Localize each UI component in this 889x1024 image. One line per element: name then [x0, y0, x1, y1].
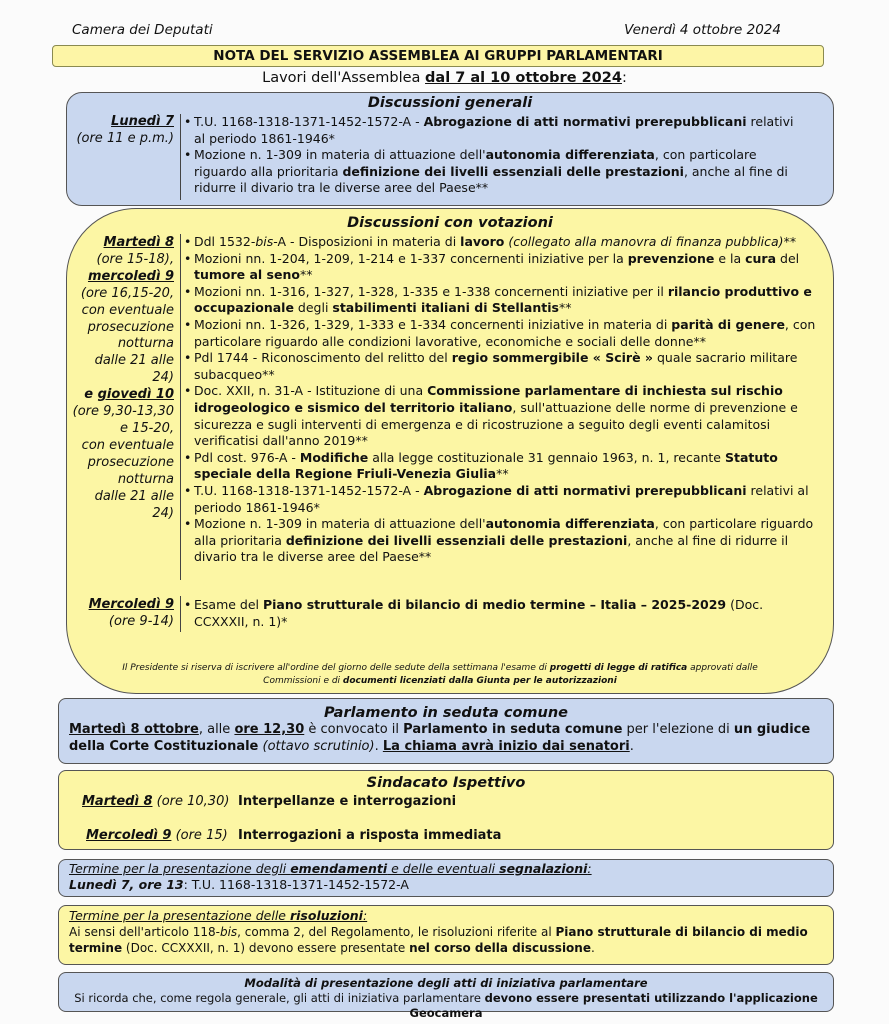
- inspection-text: Interrogazioni a risposta immediata: [238, 828, 502, 843]
- text-run: Si ricorda che, come regola generale, gli atti di iniziativa parlamentare: [74, 991, 485, 1005]
- emphasis-run: devono essere presentati utilizzando l'applicazione Geocamera: [409, 991, 818, 1020]
- emphasis-run: Piano strutturale di bilancio di medio termine: [69, 925, 808, 955]
- text-run: -A - Disposizioni in materia di: [273, 234, 461, 249]
- emphasis-run: Termine per la presentazione degli: [69, 861, 291, 876]
- header-date: Venerdì 4 ottobre 2024: [624, 22, 781, 38]
- agenda-item: [184, 114, 804, 147]
- agenda-item: [184, 251, 816, 284]
- subtitle-dates: dal 7 al 10 ottobre 2024: [425, 70, 622, 86]
- votes-day: mercoledì 9: [87, 268, 174, 284]
- emphasis-run: stabilimenti italiani di Stellantis: [332, 300, 559, 316]
- document-title: NOTA DEL SERVIZIO ASSEMBLEA AI GRUPPI PARLAMENTARI: [52, 45, 824, 67]
- agenda-item: [184, 147, 804, 197]
- wed-items: [184, 597, 816, 630]
- subtitle-prefix: Lavori dell'Assemblea: [262, 70, 426, 86]
- general-time: (ore 11 e p.m.): [76, 130, 174, 146]
- amendments-deadline-box: [58, 859, 834, 897]
- submission-methods-box: [58, 972, 834, 1020]
- header-chamber: Camera dei Deputati: [72, 22, 213, 38]
- text-run: Pdl 1744 - Riconoscimento del relitto del: [194, 350, 452, 366]
- votes-title: Discussioni con votazioni: [347, 215, 553, 231]
- emphasis-run: nel corso della discussione: [409, 941, 591, 955]
- emphasis-run: un giudice della Corte Costituzionale: [69, 722, 811, 754]
- inspection-day: Martedì 8: [82, 794, 153, 809]
- amendments-deadline-heading: [59, 860, 833, 877]
- text-run: (Doc. CCXXXII, n. 1)*: [194, 597, 764, 629]
- text-run: Mozione n. 1-309 in materia di attuazione dell': [194, 147, 486, 163]
- general-day: Lunedì 7: [111, 114, 174, 129]
- emphasis-run: prevenzione: [627, 250, 715, 266]
- emphasis-run: definizione dei livelli essenziali delle prestazioni: [285, 532, 628, 548]
- text-run: , alle: [198, 722, 235, 737]
- emphasis-run: Modifiche: [299, 449, 369, 465]
- general-items: [184, 114, 804, 197]
- text-run: per l'elezione di: [622, 722, 734, 737]
- inspection-title: Sindacato Ispettivo: [366, 775, 526, 791]
- agenda-item: [184, 350, 816, 383]
- emphasis-run: Termine per la presentazione delle: [69, 908, 290, 923]
- emphasis-run: rilancio produttivo e occupazionale: [194, 283, 812, 316]
- text-run: relativi al periodo 1861-1946*: [194, 482, 809, 515]
- joint-session-title: Parlamento in seduta comune: [323, 705, 568, 721]
- note-line: [90, 662, 790, 675]
- votes-time: con eventuale: [81, 302, 174, 318]
- emphasis-run: regio sommergibile « Scirè »: [451, 350, 653, 366]
- votes-divider: [180, 234, 181, 580]
- text-run: , sull'attuazione delle norme di prevenzione e sicurezza e sugli interventi di emergenza e di ricostruzione a seguito degli eventi calamitosi verificatisi dall'anno 2019**: [194, 399, 798, 449]
- general-discussions-title: Discussioni generali: [367, 95, 533, 111]
- text-run: , anche al fine di ridurre il divario tra le diverse aree del Paese**: [194, 163, 788, 196]
- subtitle-suffix: :: [621, 70, 627, 86]
- emphasis-run: :: [362, 908, 368, 923]
- text-run: : T.U. 1168-1318-1371-1452-1572-A: [183, 877, 409, 892]
- agenda-item: [184, 516, 816, 566]
- text-run: Commissioni e di: [263, 676, 343, 686]
- agenda-item: [184, 234, 816, 251]
- votes-time: (ore 9,30-13,30: [72, 404, 174, 420]
- text-run: Mozione n. 1-309 in materia di attuazione dell': [194, 516, 486, 532]
- votes-time: e 15-20,: [119, 420, 174, 436]
- text-run: .: [629, 739, 634, 754]
- emphasis-run: parità di genere: [671, 316, 785, 332]
- text-run: Esame del: [194, 597, 263, 612]
- text-run: del: [776, 250, 800, 266]
- emphasis-run: bis: [219, 925, 238, 939]
- votes-time: (ore 16,15-20,: [80, 285, 174, 301]
- resolutions-deadline-heading: [59, 906, 833, 924]
- text-run: **: [299, 267, 313, 283]
- emphasis-run: risoluzioni: [289, 908, 363, 923]
- votes-time: prosecuzione: [87, 319, 174, 335]
- resolutions-deadline-box: [58, 905, 834, 965]
- emphasis-run: cura: [745, 250, 777, 266]
- agenda-item: [184, 317, 816, 350]
- wed-divider: [180, 596, 181, 632]
- text-run: e la: [714, 250, 746, 266]
- emphasis-run: (ottavo scrutinio): [262, 739, 375, 754]
- votes-time: notturna: [117, 471, 174, 487]
- emphasis-run: Abrogazione di atti normativi prerepubblicani: [423, 482, 747, 498]
- text-run: giovedì 10: [97, 387, 174, 403]
- text-run: **: [558, 300, 572, 316]
- agenda-item: [184, 284, 816, 317]
- emphasis-run: Martedì 8 ottobre: [69, 722, 199, 737]
- emphasis-run: (collegato alla manovra di finanza pubblica): [508, 234, 784, 249]
- inspection-row: [86, 828, 228, 843]
- text-run: T.U. 1168-1318-1371-1452-1572-A -: [194, 482, 424, 498]
- inspection-text: Interpellanze e interrogazioni: [238, 794, 457, 809]
- emphasis-run: bis: [255, 234, 274, 249]
- agenda-item: [184, 450, 816, 483]
- text-run: , anche al fine di ridurre il divario tra le diverse aree del Paese**: [194, 532, 789, 565]
- text-run: .: [590, 941, 595, 955]
- inspection-time: (ore 15): [175, 828, 228, 843]
- text-run: .: [374, 739, 383, 754]
- text-run: Pdl cost. 976-A -: [194, 449, 300, 465]
- emphasis-run: ore 12,30: [234, 722, 305, 737]
- emphasis-run: Abrogazione di atti normativi prerepubblicani: [423, 114, 747, 129]
- text-run: quale sacrario militare subacqueo**: [194, 350, 798, 382]
- text-run: Mozioni nn. 1-204, 1-209, 1-214 e 1-337 concernenti iniziative per la: [194, 250, 628, 266]
- note-line: [90, 675, 790, 688]
- text-run: è convocato il: [304, 722, 404, 737]
- wed-day-column: [76, 597, 174, 630]
- agenda-item: [184, 383, 816, 449]
- votes-time: dalle 21 alle 24): [94, 488, 174, 521]
- text-run: Mozioni nn. 1-326, 1-329, 1-333 e 1-334 concernenti iniziative in materia di: [194, 316, 672, 332]
- wed-time: (ore 9-14): [108, 613, 174, 629]
- text-run: Doc. XXII, n. 31-A - Istituzione di una: [194, 383, 428, 399]
- general-day-column: [76, 114, 174, 147]
- agenda-item: [184, 483, 816, 516]
- text-run: **: [783, 234, 797, 249]
- votes-time: prosecuzione: [87, 454, 174, 470]
- emphasis-run: definizione dei livelli essenziali delle prestazioni: [342, 163, 684, 179]
- text-run: **: [496, 466, 509, 482]
- joint-session-text: [59, 721, 833, 755]
- text-run: alla legge costituzionale 31 gennaio 1963, n. 1, recante: [368, 449, 725, 465]
- text-run: , comma 2, del Regolamento, le risoluzioni riferite al: [237, 925, 556, 939]
- text-run: Mozioni nn. 1-316, 1-327, 1-328, 1-335 e 1-338 concernenti iniziative per il: [194, 283, 668, 299]
- text-run: , con particolare riguardo alla prioritaria: [194, 516, 814, 548]
- emphasis-run: Lunedì 7, ore 13: [69, 877, 184, 892]
- emphasis-run: Piano strutturale di bilancio di medio termine – Italia – 2025-2029: [262, 597, 727, 612]
- inspection-time: (ore 10,30): [156, 794, 230, 809]
- amendments-deadline-text: [59, 877, 833, 893]
- text-run: Ddl 1532-: [194, 234, 256, 249]
- emphasis-run: Commissione parlamentare di inchiesta sul rischio idrogeologico e sismico del territorio italiano: [194, 383, 783, 415]
- text-run: , con particolare riguardo alla prioritaria: [194, 147, 757, 179]
- emphasis-run: autonomia differenziata: [485, 147, 655, 163]
- votes-day: [70, 387, 174, 404]
- president-note: [90, 662, 790, 688]
- emphasis-run: emendamenti: [290, 861, 388, 876]
- votes-time: (ore 15-18),: [96, 251, 174, 267]
- text-run: approvati dalle: [687, 663, 758, 673]
- submission-methods-text: [59, 991, 833, 1021]
- emphasis-run: Parlamento in seduta comune: [403, 722, 623, 737]
- submission-methods-title: Modalità di presentazione degli atti di iniziativa parlamentare: [244, 976, 648, 990]
- wed-day: Mercoledì 9: [88, 597, 174, 612]
- text-run: degli: [293, 300, 333, 316]
- emphasis-run: Statuto speciale della Regione Friuli-Venezia Giulia: [194, 449, 778, 482]
- emphasis-run: autonomia differenziata: [485, 516, 655, 532]
- votes-items: [184, 234, 816, 566]
- inspection-row: [82, 794, 229, 809]
- text-run: Ai sensi dell'articolo 118-: [69, 925, 220, 939]
- emphasis-run: documenti licenziati dalla Giunta per le autorizzazioni: [342, 676, 617, 686]
- text-run: T.U. 1168-1318-1371-1452-1572-A -: [194, 114, 424, 129]
- votes-day: Martedì 8: [103, 235, 174, 250]
- text-run: (Doc. CCXXXII, n. 1) devono essere presentate: [122, 941, 410, 955]
- text-run: relativi al periodo 1861-1946*: [194, 114, 794, 146]
- text-run: e: [84, 387, 98, 403]
- joint-session-box: [58, 698, 834, 764]
- votes-time: con eventuale: [81, 437, 174, 453]
- votes-day-column: [70, 235, 174, 522]
- emphasis-run: lavoro: [460, 234, 505, 249]
- inspection-day: Mercoledì 9: [86, 828, 172, 843]
- emphasis-run: progetti di legge di ratifica: [549, 663, 688, 673]
- emphasis-run: La chiama avrà inizio dai senatori: [382, 739, 630, 754]
- emphasis-run: :: [587, 861, 592, 876]
- votes-time: notturna: [117, 336, 174, 352]
- votes-time: dalle 21 alle 24): [94, 353, 174, 386]
- text-run: Il Presidente si riserva di iscrivere all'ordine del giorno delle sedute della settimana l'esame di: [122, 663, 550, 673]
- general-divider: [180, 114, 181, 200]
- document-subtitle: [0, 70, 889, 86]
- text-run: , con particolare riguardo alle condizioni lavorative, economiche e sociali delle donne**: [194, 316, 816, 349]
- emphasis-run: tumore al seno: [194, 267, 300, 283]
- emphasis-run: segnalazioni: [499, 861, 588, 876]
- emphasis-run: e delle eventuali: [387, 861, 500, 876]
- resolutions-deadline-text: [59, 924, 833, 956]
- agenda-item: [184, 597, 816, 630]
